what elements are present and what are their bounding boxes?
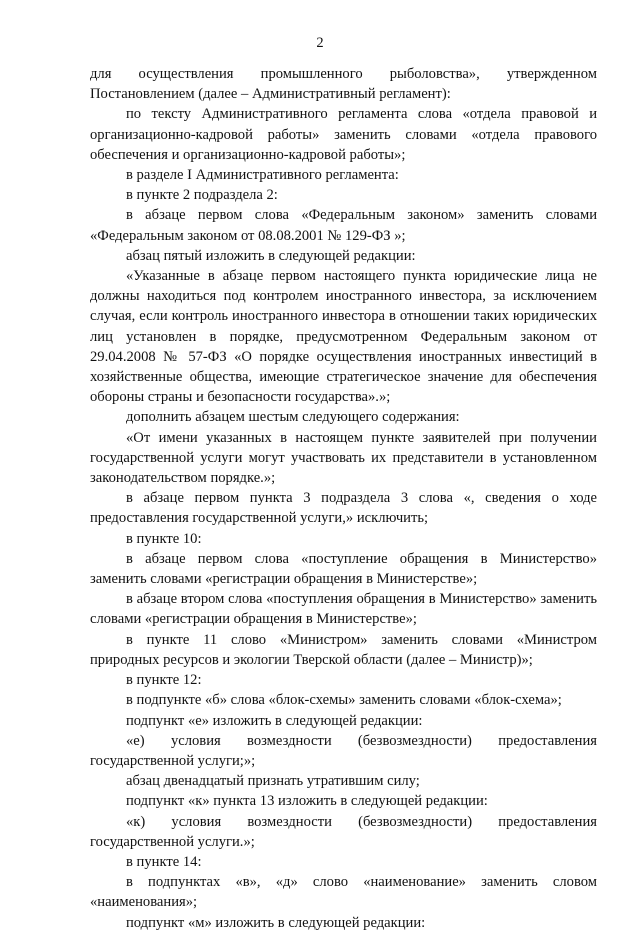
document-paragraph: в абзаце первом слова «Федеральным законом» заменить словами «Федеральным законом от 08.08.2001 № 129-ФЗ »; [90, 207, 597, 244]
document-paragraph: «к) условия возмездности (безвозмездности) предоставления государственной услуги.»; [90, 813, 597, 850]
document-paragraph: абзац пятый изложить в следующей редакции: [126, 247, 416, 264]
document-paragraph: подпункт «к» пункта 13 изложить в следующей редакции: [126, 793, 488, 810]
document-paragraph: в абзаце втором слова «поступления обращения в Министерство» заменить словами «регистрации обращения в Министерстве»; [90, 591, 597, 628]
document-paragraph: по тексту Административного регламента слова «отдела правовой и организационно-кадровой работы» заменить словами «отдела правового обеспечения и организационно-кадровой работы»; [90, 106, 597, 163]
document-paragraph: в абзаце первом слова «поступление обращения в Министерство» заменить словами «регистрации обращения в Министерстве»; [90, 550, 597, 588]
document-paragraph: дополнить абзацем шестым следующего содержания: [126, 409, 460, 426]
document-paragraph: для осуществления промышленного рыболовства», утвержденном Постановлением (далее – Административный регламент): [90, 66, 597, 103]
document-paragraph: в подпунктах «в», «д» слово «наименование» заменить словом «наименования»; [90, 874, 597, 911]
document-paragraph: абзац двенадцатый признать утратившим силу; [126, 773, 420, 790]
document-paragraph: в разделе I Административного регламента: [126, 167, 399, 184]
document-paragraph: в пункте 11 слово «Министром» заменить словами «Министром природных ресурсов и экологии Тверской области (далее – Министр)»; [90, 631, 597, 668]
document-paragraph: «е) условия возмездности (безвозмездности) предоставления государственной услуги;»; [90, 732, 597, 769]
document-paragraph: в абзаце первом пункта 3 подраздела 3 слова «, сведения о ходе предоставления государственной услуги,» исключить; [90, 490, 597, 527]
document-body [90, 64, 597, 933]
document-paragraph: в пункте 2 подраздела 2: [126, 187, 278, 204]
document-paragraph: подпункт «е» изложить в следующей редакции: [126, 712, 423, 729]
document-paragraph: в пункте 10: [126, 530, 202, 547]
document-paragraph: в пункте 14: [126, 853, 202, 870]
document-paragraph: в пункте 12: [126, 672, 202, 689]
document-paragraph: подпункт «м» изложить в следующей редакции: [126, 914, 426, 931]
document-paragraph: в подпункте «б» слова «блок-схемы» заменить словами «блок-схема»; [126, 692, 562, 709]
document-paragraph: «От имени указанных в настоящем пункте заявителей при получении государственной услуги могут участвовать их представители в установленном законодательством порядке.»; [90, 429, 597, 487]
document-paragraph: «Указанные в абзаце первом настоящего пункта юридические лица не должны находиться под контролем иностранного инвестора, за исключением случая, если контроль иностранного инвестора в отношении таких юридических лиц установлен в порядке, предусмотренном Федеральным законом от 29.04.2008 № 57-ФЗ «О порядке осуществления иностранных инвестиций в хозяйственные общества, имеющие стратегическое значение для обеспечения обороны страны и безопасности государства».»; [90, 268, 597, 406]
page-number: 2 [316, 35, 324, 51]
